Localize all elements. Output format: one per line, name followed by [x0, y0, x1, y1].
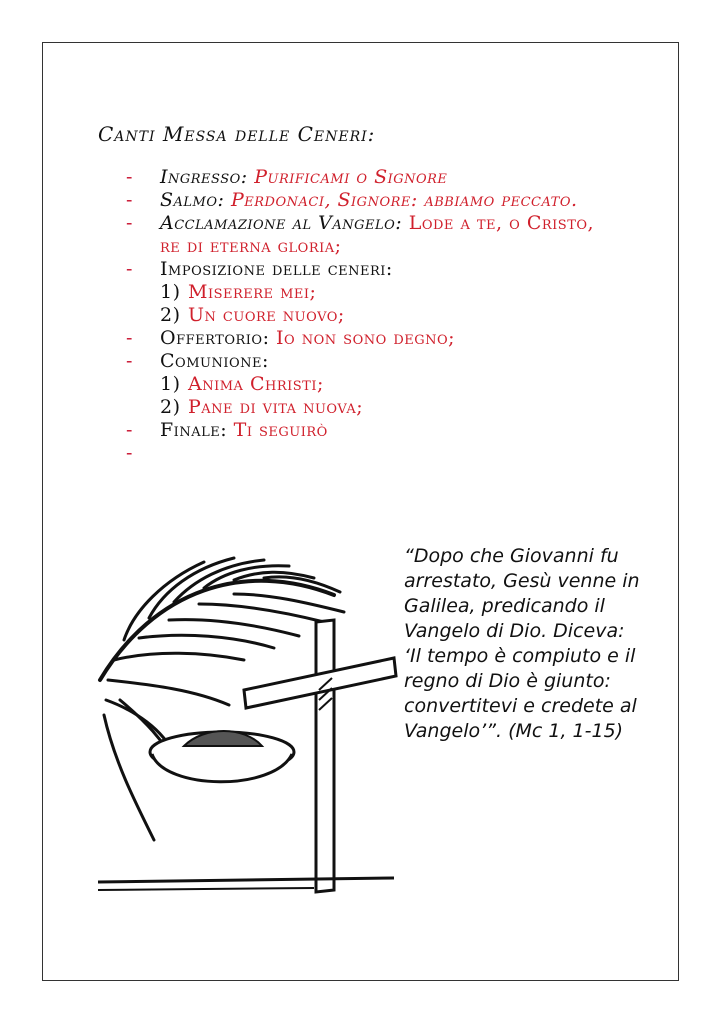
song-offertorio: Io non sono degno; — [276, 327, 456, 349]
song-comunione-2: Pane di vita nuova; — [188, 396, 364, 418]
song-finale: Ti seguirò — [233, 419, 328, 441]
sub-item — [126, 304, 616, 327]
songs-list — [126, 166, 616, 465]
list-item-acclamazione — [126, 212, 616, 258]
label-finale: Finale: — [160, 419, 228, 441]
song-comunione-1: Anima Christi; — [188, 373, 324, 395]
list-item-imposizione — [126, 258, 616, 281]
song-imposizione-2: Un cuore nuovo; — [188, 304, 345, 326]
list-item-empty — [126, 442, 616, 465]
list-item-offertorio — [126, 327, 616, 350]
bullet-dash: - — [126, 327, 133, 349]
page-title: Canti Messa delle Ceneri: — [98, 122, 376, 146]
gospel-quote — [404, 544, 644, 744]
label-salmo: Salmo: — [160, 189, 225, 211]
bullet-dash: - — [126, 212, 133, 234]
list-item-comunione — [126, 350, 616, 373]
label-imposizione: Imposizione delle ceneri: — [160, 258, 393, 280]
label-comunione: Comunione: — [160, 350, 269, 372]
sub-item — [126, 373, 616, 396]
song-salmo: Perdonaci, Signore: abbiamo peccato. — [230, 189, 578, 211]
list-item-ingresso — [126, 166, 616, 189]
label-ingresso: Ingresso: — [160, 166, 248, 188]
palm-cross-ash-bowl-icon — [94, 540, 404, 900]
bullet-dash: - — [126, 350, 133, 372]
bullet-dash: - — [126, 419, 133, 441]
bullet-dash: - — [126, 189, 133, 211]
bullet-dash: - — [126, 258, 133, 280]
quote-text: “Dopo che Giovanni fu arrestato, Gesù venne in Galilea, predicando il Vangelo di Dio. Diceva: ‘Il tempo è compiuto e il regno di Dio è giunto: convertitevi e credete al Vangelo’”. — [404, 545, 640, 742]
sub-item — [126, 281, 616, 304]
bullet-dash: - — [126, 166, 133, 188]
sub-number: 1) — [160, 281, 181, 303]
sub-number: 2) — [160, 396, 181, 418]
quote-reference: (Mc 1, 1-15) — [508, 720, 624, 742]
sub-number: 2) — [160, 304, 181, 326]
bullet-dash: - — [126, 442, 133, 464]
song-ingresso: Purificami o Signore — [254, 166, 448, 188]
song-imposizione-1: Miserere mei; — [188, 281, 317, 303]
song-acclamazione: Lode a te, o Cristo, re di eterna gloria; — [160, 212, 595, 257]
list-item-salmo — [126, 189, 616, 212]
list-item-finale — [126, 419, 616, 442]
label-offertorio: Offertorio: — [160, 327, 270, 349]
sub-item — [126, 396, 616, 419]
sub-number: 1) — [160, 373, 181, 395]
label-acclamazione: Acclamazione al Vangelo: — [160, 212, 403, 234]
